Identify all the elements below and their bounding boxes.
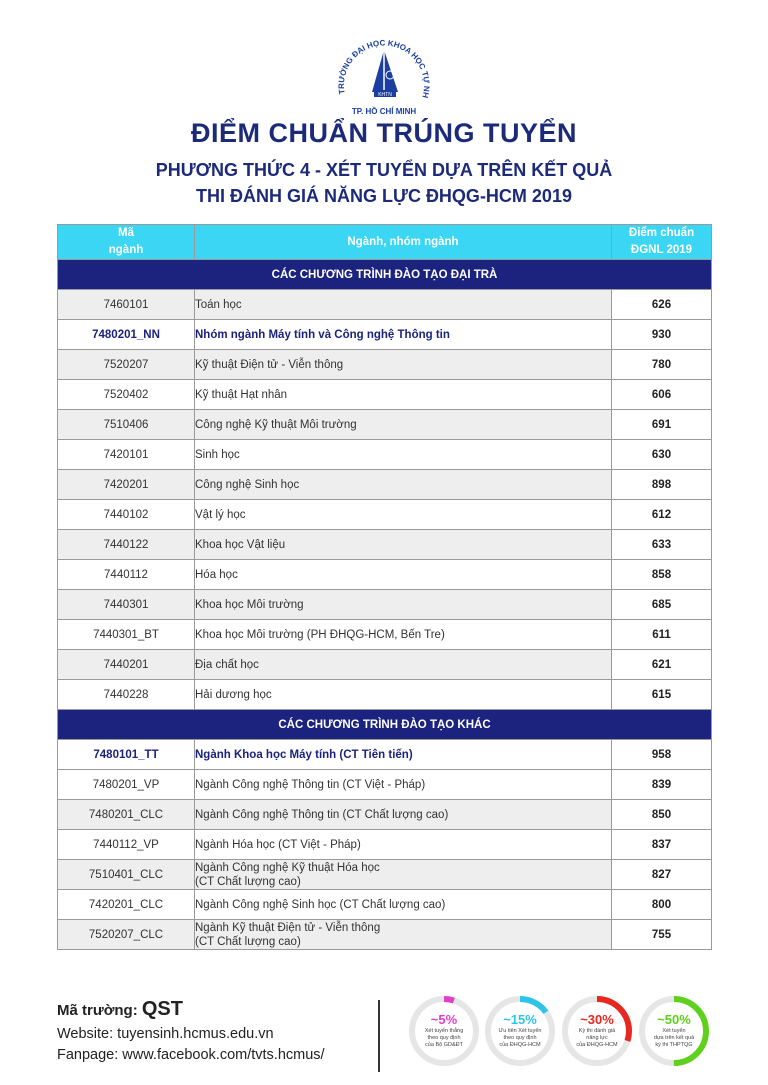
table-row — [58, 590, 712, 620]
admission-score-table — [57, 224, 712, 950]
major-name: Công nghệ Sinh học — [195, 470, 612, 500]
major-name: Kỹ thuật Điện tử - Viễn thông — [195, 350, 612, 380]
quota-pie-aptitude — [561, 995, 633, 1067]
major-name: Khoa học Môi trường (PH ĐHQG-HCM, Bến Tre) — [195, 620, 612, 650]
cutoff-score: 958 — [612, 740, 712, 770]
quota-description: Xét tuyển dựa trên kết quả kỳ thi THPTQG — [653, 1028, 695, 1048]
table-row — [58, 860, 712, 890]
table-row — [58, 320, 712, 350]
major-code: 7480201_CLC — [58, 800, 195, 830]
table-row — [58, 740, 712, 770]
major-code: 7440112_VP — [58, 830, 195, 860]
cutoff-score: 691 — [612, 410, 712, 440]
major-code: 7420201_CLC — [58, 890, 195, 920]
major-name: Ngành Công nghệ Sinh học (CT Chất lượng cao) — [195, 890, 612, 920]
major-name: Nhóm ngành Máy tính và Công nghệ Thông tin — [195, 320, 612, 350]
cutoff-score: 685 — [612, 590, 712, 620]
major-name: Ngành Công nghệ Thông tin (CT Việt - Pháp) — [195, 770, 612, 800]
quota-pie-priority — [484, 995, 556, 1067]
major-code: 7510401_CLC — [58, 860, 195, 890]
section-row-standard — [58, 260, 712, 290]
cutoff-score: 606 — [612, 380, 712, 410]
quota-description: Xét tuyển thẳng theo quy định của Bộ GD&ĐT — [424, 1028, 464, 1048]
table-row — [58, 800, 712, 830]
quota-description: Ưu tiên Xét tuyển theo quy định của ĐHQG-HCM — [498, 1028, 542, 1048]
footer-divider — [378, 1000, 380, 1072]
major-name: Ngành Công nghệ Kỹ thuật Hóa học (CT Chất lượng cao) — [195, 860, 612, 890]
major-code: 7440122 — [58, 530, 195, 560]
logo-arc-text: TRƯỜNG ĐẠI HỌC KHOA HỌC TỰ NH — [336, 38, 432, 99]
table-row — [58, 620, 712, 650]
major-code: 7520207_CLC — [58, 920, 195, 950]
table-row — [58, 560, 712, 590]
major-name: Công nghệ Kỹ thuật Môi trường — [195, 410, 612, 440]
major-name: Ngành Khoa học Máy tính (CT Tiên tiến) — [195, 740, 612, 770]
fanpage-link[interactable]: Fanpage: www.facebook.com/tvts.hcmus/ — [57, 1047, 325, 1063]
cutoff-score: 858 — [612, 560, 712, 590]
cutoff-score: 850 — [612, 800, 712, 830]
major-name: Vật lý học — [195, 500, 612, 530]
major-code: 7440301 — [58, 590, 195, 620]
major-code: 7440102 — [58, 500, 195, 530]
table-row — [58, 680, 712, 710]
cutoff-score: 930 — [612, 320, 712, 350]
table-row — [58, 380, 712, 410]
logo-emblem-icon — [324, 30, 444, 120]
cutoff-score: 755 — [612, 920, 712, 950]
major-code: 7460101 — [58, 290, 195, 320]
cutoff-score: 633 — [612, 530, 712, 560]
header-name: Ngành, nhóm ngành — [195, 225, 612, 260]
major-code: 7440301_BT — [58, 620, 195, 650]
quota-pie-direct — [408, 995, 480, 1067]
major-name: Hóa học — [195, 560, 612, 590]
major-code: 7480101_TT — [58, 740, 195, 770]
major-code: 7510406 — [58, 410, 195, 440]
quota-percent: ~15% — [503, 1012, 537, 1027]
header-score: Điểm chuẩn ĐGNL 2019 — [612, 225, 712, 260]
major-code: 7520402 — [58, 380, 195, 410]
major-name: Kỹ thuật Hạt nhân — [195, 380, 612, 410]
quota-pie-national-exam — [638, 995, 710, 1067]
logo-city: TP. HỒ CHÍ MINH — [351, 107, 417, 116]
quota-percent: ~5% — [430, 1012, 458, 1027]
major-name: Khoa học Môi trường — [195, 590, 612, 620]
quota-percent: ~30% — [580, 1012, 614, 1027]
major-name: Khoa học Vật liệu — [195, 530, 612, 560]
table-row — [58, 530, 712, 560]
major-name: Sinh học — [195, 440, 612, 470]
website-link[interactable]: Website: tuyensinh.hcmus.edu.vn — [57, 1026, 274, 1042]
cutoff-score: 827 — [612, 860, 712, 890]
school-code: Mã trường: QST — [57, 998, 183, 1020]
major-code: 7480201_NN — [58, 320, 195, 350]
major-name: Hải dương học — [195, 680, 612, 710]
cutoff-score: 621 — [612, 650, 712, 680]
university-logo — [324, 30, 444, 120]
cutoff-score: 898 — [612, 470, 712, 500]
table-row — [58, 350, 712, 380]
cutoff-score: 626 — [612, 290, 712, 320]
section-title: CÁC CHƯƠNG TRÌNH ĐÀO TẠO KHÁC — [58, 710, 712, 740]
major-code: 7480201_VP — [58, 770, 195, 800]
major-code: 7440228 — [58, 680, 195, 710]
table-row — [58, 290, 712, 320]
quota-percent: ~50% — [657, 1012, 691, 1027]
header-code: Mã ngành — [58, 225, 195, 260]
page-title: ĐIỂM CHUẨN TRÚNG TUYỂN — [191, 118, 577, 148]
quota-description: Kỳ thi đánh giá năng lực của ĐHQG-HCM — [576, 1028, 618, 1048]
school-code-value: QST — [141, 998, 183, 1020]
footer-info — [57, 998, 325, 1063]
table-row — [58, 500, 712, 530]
table-header-row — [58, 225, 712, 260]
major-code: 7440201 — [58, 650, 195, 680]
cutoff-score: 800 — [612, 890, 712, 920]
table-row — [58, 890, 712, 920]
major-name: Địa chất học — [195, 650, 612, 680]
major-name: Ngành Kỹ thuật Điện tử - Viễn thông (CT Chất lượng cao) — [195, 920, 612, 950]
table-row — [58, 650, 712, 680]
logo-badge: KHTN — [378, 92, 392, 98]
table-row — [58, 770, 712, 800]
major-code: 7520207 — [58, 350, 195, 380]
page-subtitle-1: PHƯƠNG THỨC 4 - XÉT TUYỂN DỰA TRÊN KẾT QUẢ — [155, 160, 613, 180]
table-row — [58, 920, 712, 950]
cutoff-score: 839 — [612, 770, 712, 800]
cutoff-score: 612 — [612, 500, 712, 530]
table-row — [58, 440, 712, 470]
major-code: 7440112 — [58, 560, 195, 590]
cutoff-score: 837 — [612, 830, 712, 860]
table-row — [58, 410, 712, 440]
section-row-other — [58, 710, 712, 740]
cutoff-score: 615 — [612, 680, 712, 710]
major-code: 7420101 — [58, 440, 195, 470]
cutoff-score: 611 — [612, 620, 712, 650]
cutoff-score: 780 — [612, 350, 712, 380]
major-name: Ngành Công nghệ Thông tin (CT Chất lượng cao) — [195, 800, 612, 830]
major-name: Toán học — [195, 290, 612, 320]
page-subtitle-2: THI ĐÁNH GIÁ NĂNG LỰC ĐHQG-HCM 2019 — [196, 186, 572, 206]
cutoff-score: 630 — [612, 440, 712, 470]
major-name: Ngành Hóa học (CT Việt - Pháp) — [195, 830, 612, 860]
major-code: 7420201 — [58, 470, 195, 500]
table-row — [58, 830, 712, 860]
table-row — [58, 470, 712, 500]
section-title: CÁC CHƯƠNG TRÌNH ĐÀO TẠO ĐẠI TRÀ — [58, 260, 712, 290]
